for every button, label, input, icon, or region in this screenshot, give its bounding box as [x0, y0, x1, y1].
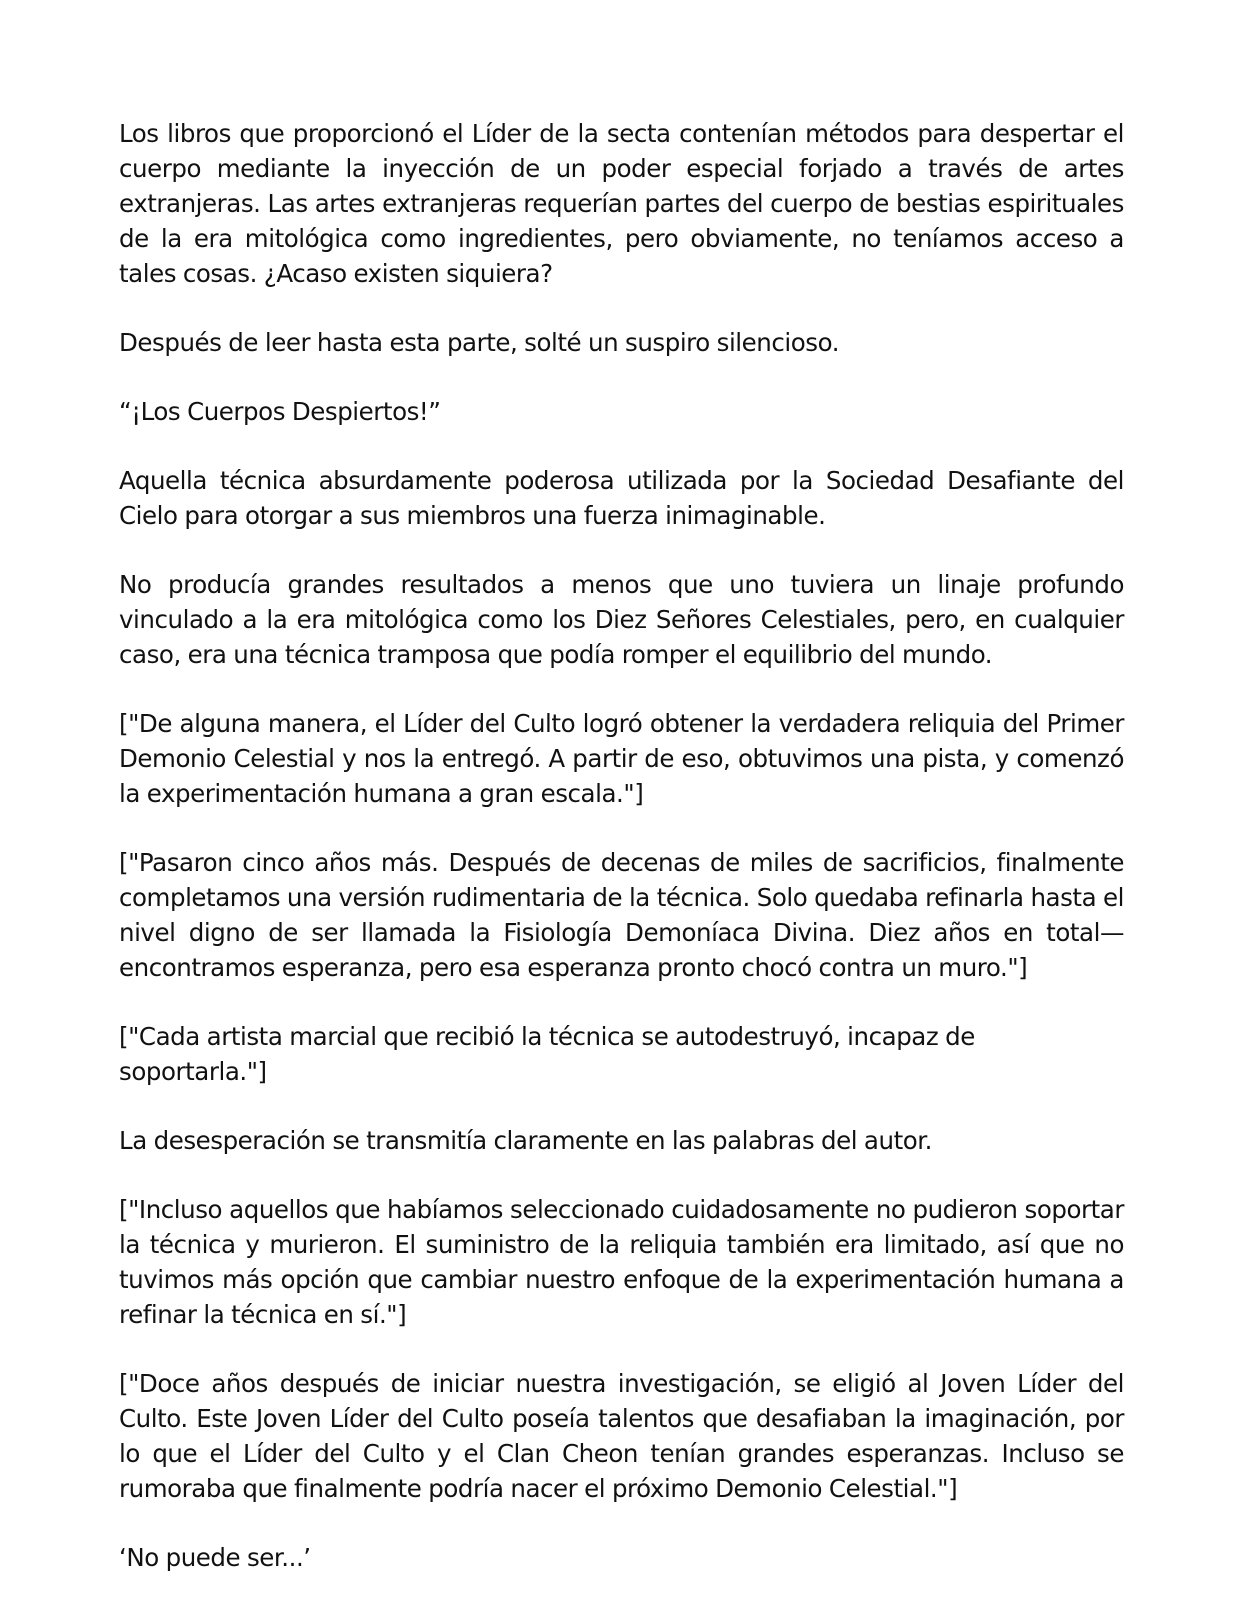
paragraph: La desesperación se transmitía claramente en las palabras del autor.	[119, 1126, 932, 1155]
paragraph: ["Cada artista marcial que recibió la técnica se autodestruyó, incapaz de soportarla."]	[119, 1022, 975, 1086]
paragraph: Después de leer hasta esta parte, solté un suspiro silencioso.	[119, 328, 840, 357]
paragraph: Los libros que proporcionó el Líder de la secta contenían métodos para despertar el cuerpo mediante la inyección de un poder especial forjado a través de artes extranjeras. Las artes extranjeras requerían partes del cuerpo de bestias espirituales de la era mitológica como ingredientes, pero obviamente, no teníamos acceso a tales cosas. ¿Acaso existen siquiera?	[119, 119, 1124, 288]
paragraph: No producía grandes resultados a menos que uno tuviera un linaje profundo vinculado a la era mitológica como los Diez Señores Celestiales, pero, en cualquier caso, era una técnica tramposa que podía romper el equilibrio del mundo.	[119, 570, 1124, 669]
paragraph: ["Doce años después de iniciar nuestra investigación, se eligió al Joven Líder del Culto. Este Joven Líder del Culto poseía talentos que desafiaban la imaginación, por lo que el Líder del Culto y el Clan Cheon tenían grandes esperanzas. Incluso se rumoraba que finalmente podría nacer el próximo Demonio Celestial."]	[119, 1369, 1124, 1503]
paragraph: ["Pasaron cinco años más. Después de decenas de miles de sacrificios, finalmente completamos una versión rudimentaria de la técnica. Solo quedaba refinarla hasta el nivel digno de ser llamada la Fisiología Demoníaca Divina. Diez años en total—encontramos esperanza, pero esa esperanza pronto chocó contra un muro."]	[119, 848, 1124, 982]
paragraph: “¡Los Cuerpos Despiertos!”	[119, 397, 441, 426]
paragraph: Aquella técnica absurdamente poderosa utilizada por la Sociedad Desafiante del Cielo para otorgar a sus miembros una fuerza inimaginable.	[119, 466, 1124, 530]
paragraph: ‘No puede ser...’	[119, 1543, 311, 1572]
paragraph: ["Incluso aquellos que habíamos seleccionado cuidadosamente no pudieron soportar la técnica y murieron. El suministro de la reliquia también era limitado, así que no tuvimos más opción que cambiar nuestro enfoque de la experimentación humana a refinar la técnica en sí."]	[119, 1195, 1124, 1329]
paragraph: ["De alguna manera, el Líder del Culto logró obtener la verdadera reliquia del Primer Demonio Celestial y nos la entregó. A partir de eso, obtuvimos una pista, y comenzó la experimentación humana a gran escala."]	[119, 709, 1124, 808]
document-page	[119, 116, 1124, 1609]
